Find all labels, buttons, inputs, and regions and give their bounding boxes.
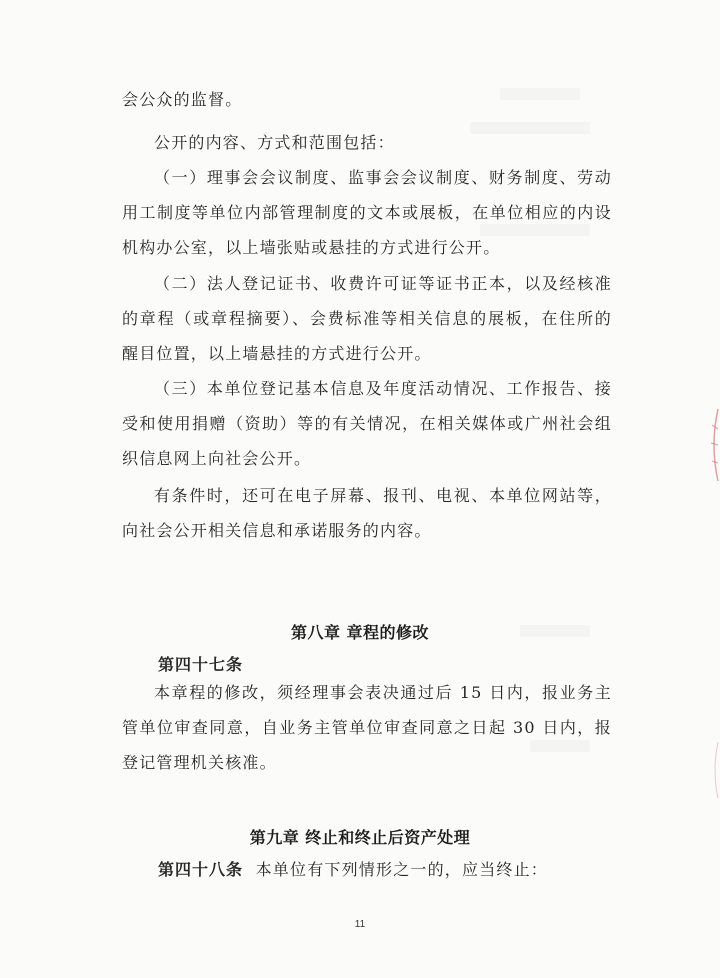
page-number: 11 bbox=[354, 919, 366, 930]
seal-edge-mark bbox=[706, 740, 720, 800]
article-47-text: 本章程的修改，须经理事会表决通过后 15 日内，报业务主管单位审查同意，自业务主管单位审查同意之日起 30 日内，报登记管理机关核准。 bbox=[122, 683, 612, 772]
paragraph-disclosure-item-3: （三）本单位登记基本信息及年度活动情况、工作报告、接受和使用捐赠（资助）等的有关情况，在相关媒体或广州社会组织信息网上向社会公开。 bbox=[122, 379, 612, 468]
chapter-9-title: 第九章 终止和终止后资产处理 bbox=[249, 828, 471, 847]
article-48-title: 第四十八条 bbox=[158, 860, 244, 879]
article-48-paragraph bbox=[158, 852, 612, 887]
article-48-text: 本单位有下列情形之一的，应当终止： bbox=[255, 860, 548, 879]
chapter-8-title: 第八章 章程的修改 bbox=[290, 623, 430, 642]
paragraph-disclosure-item-2: （二）法人登记证书、收费许可证等证书正本，以及经核准的章程（或章程摘要）、会费标准等相关信息的展板，在住所的醒目位置，以上墙悬挂的方式进行公开。 bbox=[122, 274, 612, 363]
paragraph-disclosure-intro: 公开的内容、方式和范围包括： bbox=[154, 133, 395, 152]
seal-edge-mark bbox=[706, 405, 720, 485]
paragraph-continuation: 会公众的监督。 bbox=[122, 90, 243, 109]
paragraph-additional-disclosure: 有条件时，还可在电子屏幕、报刊、电视、本单位网站等，向社会公开相关信息和承诺服务的内容。 bbox=[122, 486, 612, 540]
paragraph-disclosure-item-1: （一）理事会会议制度、监事会会议制度、财务制度、劳动用工制度等单位内部管理制度的文本或展板，在单位相应的内设机构办公室，以上墙张贴或悬挂的方式进行公开。 bbox=[122, 168, 612, 257]
article-47-title: 第四十七条 bbox=[158, 655, 244, 674]
